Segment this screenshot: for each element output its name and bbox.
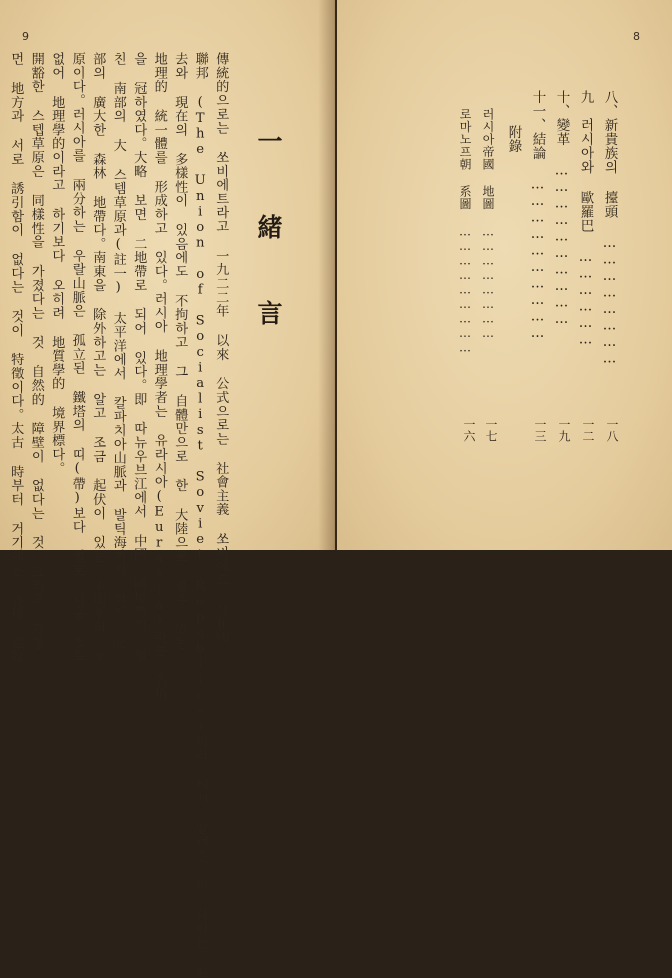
left-page: [0, 0, 335, 978]
toc-entry: 十一、結論 …………………………: [529, 90, 546, 342]
toc-entry: 로마노프朝 系圖 ………………………: [458, 108, 472, 355]
toc-page-number: 一六: [462, 418, 476, 442]
toc-page-number: 一八: [605, 418, 619, 442]
page-number: 9: [22, 30, 29, 43]
body-text-column: 없어 地理學的이라고 하기보다 오히려 地質學的 境界標다。: [49, 52, 65, 475]
body-text-column: 開豁한 스텝草原은 同樣性을 가졌다는 것 自然的 障壁이 없다는 것 그리고 가장: [28, 52, 44, 650]
toc-page-number: 一九: [557, 418, 571, 442]
toc-entry: 러시아帝國 地圖 ……………………: [481, 108, 495, 341]
toc-entry: 八、新貴族의 擡頭 ……………………: [601, 90, 618, 367]
toc-page-number: 一二: [581, 418, 595, 442]
chapter-title: 一 緒 言: [254, 128, 283, 341]
toc-entry: 十、變革 …………………………: [553, 90, 570, 328]
toc-entry-title: 러시아와 歐羅巴: [577, 118, 594, 233]
body-text-column: 部의 廣大한 森林 地帶다。南東을 除外하고는 알고 조금 起伏이 있는 未開墾의 平: [90, 52, 106, 664]
page-number: 8: [633, 30, 640, 43]
body-text-column: 먼 地方과 서로 誘引함이 없다는 것이 特徵이다。太古 時부터 거기에는 各種 遊牧: [8, 52, 24, 664]
body-text-column: 地理的 統一體를 形成하고 있다。러시아 地理學者는 유라시아(Eurasia)라는 名稱: [151, 52, 167, 700]
appendix-label: 附錄: [505, 125, 522, 153]
body-text-column: 친 南部의 大 스템草原과(註一) 太平洋에서 칼파치아山脈과 발틱海까지 퍼진 北: [110, 52, 126, 650]
toc-entry-title: 變革: [553, 118, 570, 146]
body-text-column: 을 冠하였다。大略 보면 二地帶로 되어 있다。即 따뉴우브江에서 中國 國境까지 펼: [131, 52, 147, 662]
body-text-column: 傳統的으로는 쏘비에트라고 一九二二年 以來 公式으로는 社會主義 쏘비에트 共和國: [213, 52, 229, 645]
toc-entry-title: 러시아帝國 地圖: [481, 108, 495, 210]
toc-entry-title: 로마노프朝 系圖: [458, 108, 472, 210]
toc-page-number: 一三: [533, 418, 547, 442]
toc-entry: 九 러시아와 歐羅巴 ………………: [577, 90, 594, 348]
right-page: [337, 0, 672, 550]
toc-page-number: 一七: [484, 418, 498, 442]
body-text-column: 聯邦 (The Union of Socialist Soviet Republics)이라 해서 알려진 이 나라는 過: [192, 52, 208, 978]
toc-entry-title: 結論: [529, 132, 546, 160]
body-text-column: 原이다。러시아를 兩分하는 우랄山脈은 孤立된 鐵塔의 띠(帶)보다 별로 나을 것도: [69, 52, 85, 664]
body-text-column: 去와 現在의 多樣性이 있음에도 不拘하고 그 自體만으로 한 大陸으로 볼수 있는: [172, 52, 188, 650]
toc-entry-title: 新貴族의 擡頭: [601, 118, 618, 219]
